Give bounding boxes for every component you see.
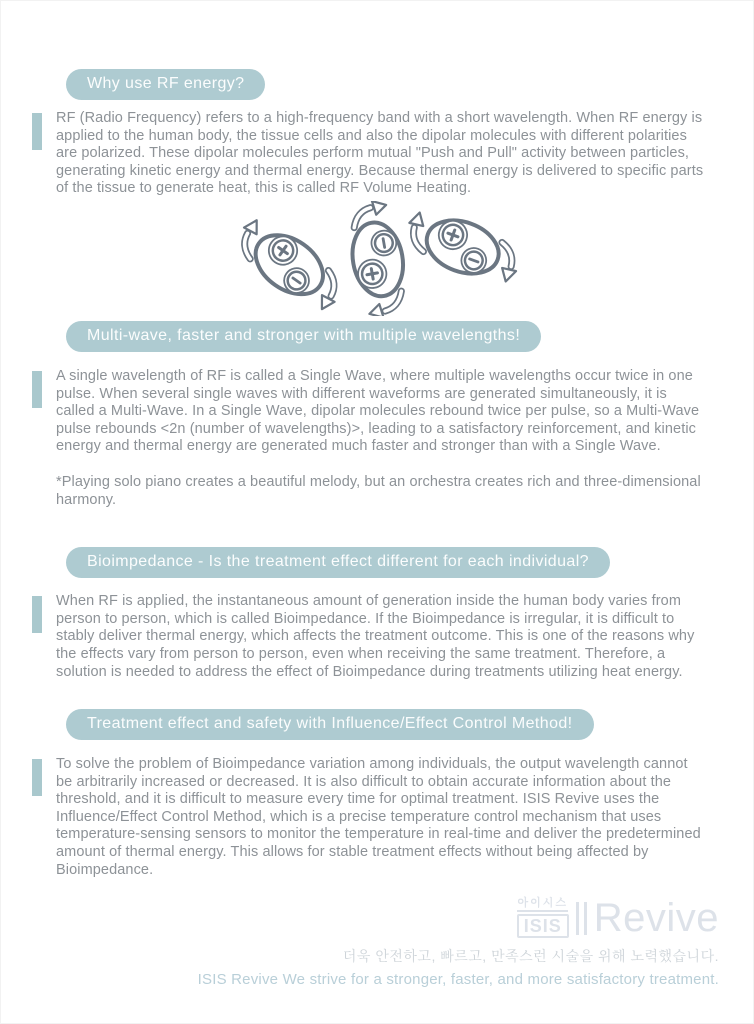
section-body-multi-wave: A single wavelength of RF is called a Single Wave, where multiple wavelengths occur twice in one pulse. When several single waves with different waveforms are generated simultaneously, it is called a Multi-Wave. In a Single Wave, dipolar molecules rebound twice per pulse, so a Multi-Wave pulse rebounds <2n (number of wavelengths)>, leading to a satisfactory reinforcement, and kinetic energy and thermal energy are generated much faster and stronger than with a Single Wave.: [56, 367, 700, 455]
section-body-bioimpedance: When RF is applied, the instantaneous amount of generation inside the human body varies from person to person, which is called Bioimpedance. If the Bioimpedance is irregular, it is difficult to stably deliver thermal energy, which affects the treatment outcome. This is one of the reasons why the effects vary from person to person, even when receiving the same treatment. Therefore, a solution is needed to address the effect of Bioimpedance during treatments utilizing heat energy.: [56, 593, 695, 680]
accent-bar: [32, 759, 42, 796]
section-badge-bioimpedance: Bioimpedance - Is the treatment effect different for each individual?: [66, 547, 610, 578]
dipolar-molecules-illustration: [32, 201, 719, 316]
footer: [32, 893, 719, 988]
revive-wordmark: [576, 896, 719, 941]
molecule-3: [399, 204, 526, 290]
molecule-2: [343, 201, 412, 316]
section-multi-wave: [32, 368, 719, 456]
accent-bar: [32, 371, 42, 408]
section-body-why-rf-energy: RF (Radio Frequency) refers to a high-frequency band with a short wavelength. When RF energy is applied to the human body, the tissue cells and also the dipolar molecules with different polarities are polarized. These dipolar molecules perform mutual "Push and Pull" activity between particles, generating kinetic energy and thermal energy. Because thermal energy is delivered to specific parts of the tissue to generate heat, this is called RF Volume Heating.: [56, 110, 704, 197]
tagline-english: ISIS Revive We strive for a stronger, faster, and more satisfactory treatment.: [197, 971, 719, 989]
section-badge-multi-wave: Multi-wave, faster and stronger with multiple wavelengths!: [66, 321, 541, 352]
dipolar-molecules-svg: [216, 201, 536, 316]
accent-bar: [32, 113, 42, 150]
isis-logo-block: [517, 898, 569, 938]
isis-logo-box: ISIS: [517, 914, 569, 938]
logo-korean-text: 아이시스: [517, 898, 568, 912]
molecule-1: [227, 211, 351, 316]
section-badge-why-rf-energy: Why use RF energy?: [66, 69, 265, 100]
orchestra-analogy-note: *Playing solo piano creates a beautiful melody, but an orchestra creates rich and three-dimensional harmony.: [56, 473, 701, 508]
section-badge-influence-effect-control: Treatment effect and safety with Influence/Effect Control Method!: [66, 709, 594, 740]
revive-text: Revive: [593, 896, 719, 941]
isis-revive-logo: [517, 896, 719, 941]
section-bioimpedance: [32, 593, 719, 681]
tagline-korean: 더욱 안전하고, 빠르고, 만족스런 시술을 위해 노력했습니다.: [342, 948, 719, 965]
double-bar-icon: [576, 902, 587, 935]
accent-bar: [32, 596, 42, 633]
section-body-influence-effect-control: To solve the problem of Bioimpedance variation among individuals, the output wavelength cannot be arbitrarily increased or decreased. It is also difficult to obtain accurate information about the threshold, and it is difficult to measure every time for optimal treatment. ISIS Revive uses the Influence/Effect Control Method, which is a precise temperature control mechanism that uses temperature-sensing sensors to monitor the temperature in real-time and deliver the predetermined amount of thermal energy. This allows for stable treatment effects without being affected by Bioimpedance.: [56, 756, 701, 878]
section-influence-effect-control: [32, 756, 719, 879]
section-why-rf-energy: [32, 110, 719, 198]
